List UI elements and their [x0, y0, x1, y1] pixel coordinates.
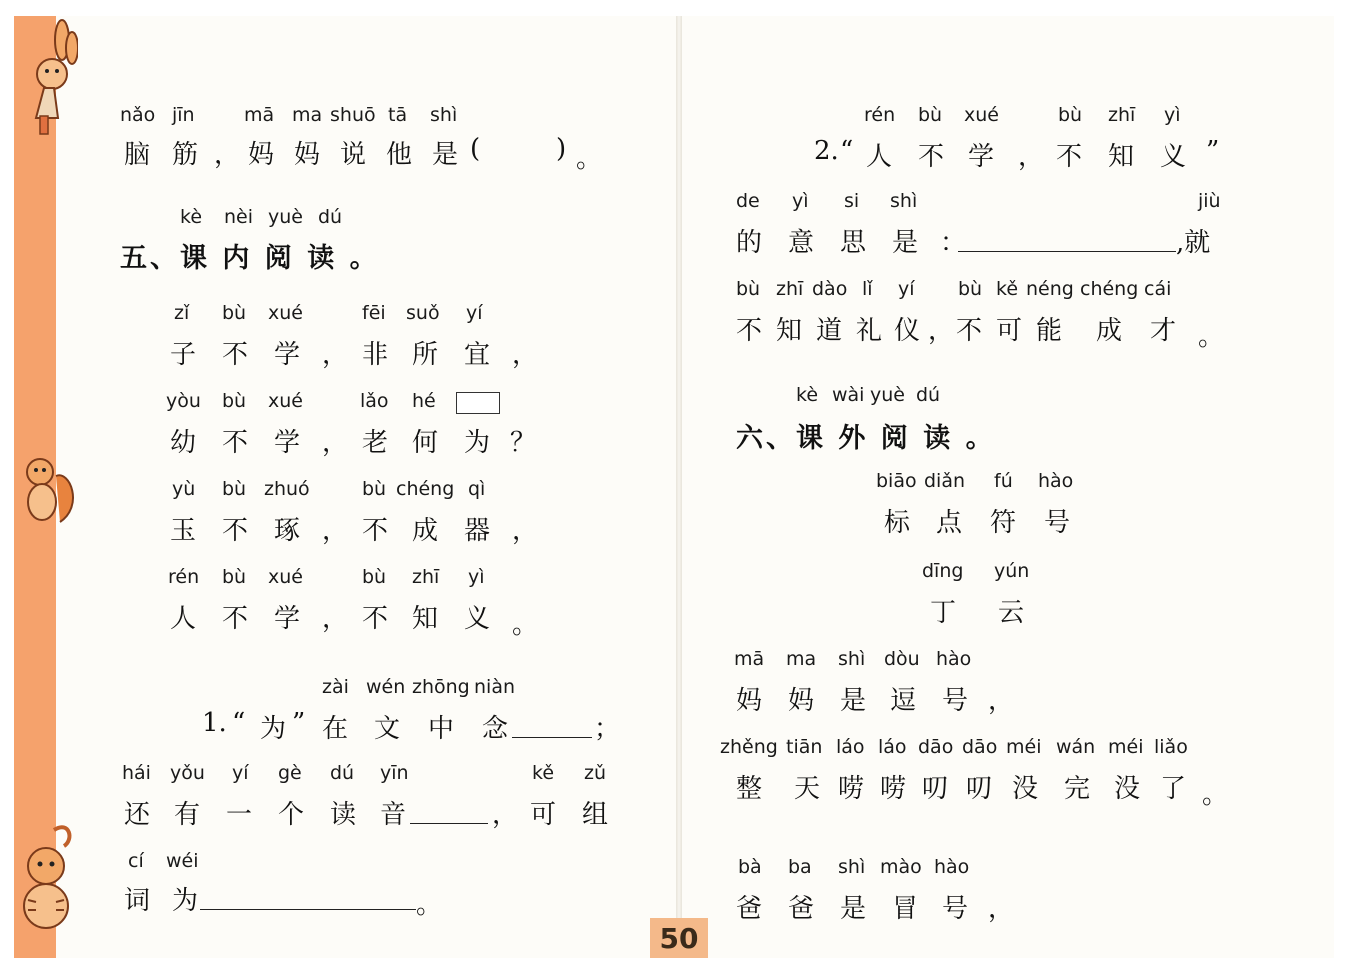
squirrel-cartoon-icon	[14, 446, 76, 532]
pinyin: yòu	[166, 390, 201, 412]
hanzi: 符	[990, 508, 1017, 538]
hanzi: 何	[412, 428, 439, 458]
hanzi: 所	[412, 340, 439, 370]
pinyin: zài	[322, 676, 349, 698]
hanzi: ，	[492, 800, 519, 830]
hanzi: 是	[840, 686, 867, 716]
pinyin: láo	[878, 736, 907, 758]
hanzi: 子	[170, 340, 197, 370]
pinyin: láo	[836, 736, 865, 758]
hanzi: ，	[1018, 142, 1045, 172]
question-number: 1.	[202, 708, 227, 738]
pinyin: dòu	[884, 648, 920, 670]
hanzi: ，	[512, 340, 539, 370]
pinyin: dào	[812, 278, 848, 300]
pinyin: hào	[1038, 470, 1074, 492]
pinyin: yǒu	[170, 762, 205, 784]
pinyin: zǐ	[174, 302, 190, 324]
section-title: 六、课 外 阅 读 。	[736, 423, 996, 454]
hanzi: 点	[936, 508, 963, 538]
hanzi: 幼	[170, 428, 197, 458]
hanzi: 不	[222, 340, 249, 370]
hanzi: 妈	[294, 140, 321, 170]
pinyin: dú	[330, 762, 355, 784]
pinyin: cí	[128, 850, 144, 872]
hanzi: 整	[736, 774, 763, 804]
book-spine	[676, 16, 682, 958]
hanzi: 妈	[736, 686, 763, 716]
hanzi: )	[556, 134, 567, 164]
pinyin: yí	[898, 278, 915, 300]
hanzi: 成	[412, 516, 439, 546]
hanzi: 不	[918, 142, 945, 172]
pinyin: nǎo	[120, 104, 156, 126]
hanzi: ，	[322, 340, 349, 370]
pinyin: chéng	[396, 478, 455, 500]
hanzi: 完	[1064, 774, 1091, 804]
pinyin: mā	[734, 648, 765, 670]
rabbit-cartoon-icon	[14, 18, 78, 136]
hanzi: 是	[892, 228, 919, 258]
pinyin: xué	[268, 566, 303, 588]
hanzi: 天	[794, 774, 821, 804]
hanzi: 不	[362, 604, 389, 634]
hanzi: “	[232, 708, 246, 738]
pinyin: méi	[1108, 736, 1144, 758]
hanzi: 仪	[894, 316, 921, 346]
hanzi: 学	[274, 428, 301, 458]
hanzi: 学	[968, 142, 995, 172]
hanzi: 音	[380, 800, 407, 830]
pinyin: rén	[168, 566, 200, 588]
hanzi: 知	[412, 604, 439, 634]
pinyin: shì	[430, 104, 458, 126]
pinyin: tiān	[786, 736, 823, 758]
hanzi: ，	[512, 516, 539, 546]
pinyin: kě	[532, 762, 555, 784]
hanzi: 。	[576, 144, 603, 174]
pinyin: dú	[916, 384, 941, 406]
hanzi: 还	[124, 800, 151, 830]
pinyin: bù	[222, 566, 247, 588]
pinyin: rén	[864, 104, 896, 126]
hanzi: 有	[174, 800, 201, 830]
hanzi: 知	[776, 316, 803, 346]
pinyin: zhōng	[412, 676, 470, 698]
hanzi: 爸	[736, 894, 763, 924]
hanzi: 。	[1202, 780, 1229, 810]
hanzi: 妈	[248, 140, 275, 170]
pinyin: liǎo	[1154, 736, 1188, 758]
question-number: 2.	[814, 136, 839, 166]
pinyin: dāo	[962, 736, 998, 758]
pinyin: ma	[786, 648, 817, 670]
hanzi: ”	[1206, 136, 1220, 166]
pinyin: gè	[278, 762, 302, 784]
pinyin: shuō	[330, 104, 376, 126]
pinyin: chéng	[1080, 278, 1139, 300]
hanzi: ；	[594, 714, 621, 744]
pinyin: wén	[366, 676, 406, 698]
pinyin: xué	[964, 104, 999, 126]
hanzi: ，	[928, 316, 955, 346]
pinyin: zhī	[776, 278, 804, 300]
hanzi: 唠	[880, 774, 907, 804]
pinyin: zhī	[412, 566, 440, 588]
hanzi: 意	[788, 228, 815, 258]
pinyin: wéi	[166, 850, 199, 872]
pinyin: dú	[318, 206, 343, 228]
pinyin: jīn	[172, 104, 195, 126]
hanzi: ：	[940, 228, 967, 258]
hanzi: ？	[510, 428, 537, 458]
hanzi: 能	[1036, 316, 1063, 346]
section-title: 五、课 内 阅 读 。	[120, 243, 380, 274]
hanzi: 中	[428, 714, 455, 744]
pinyin: yuè	[268, 206, 303, 228]
pinyin: néng	[1026, 278, 1074, 300]
pinyin: zhuó	[264, 478, 310, 500]
hanzi: 人	[866, 142, 893, 172]
hanzi: 个	[278, 800, 305, 830]
hanzi: 。	[1198, 322, 1225, 352]
pinyin: ba	[788, 856, 812, 878]
pinyin: mào	[880, 856, 922, 878]
hanzi: “	[840, 136, 854, 166]
hanzi: 非	[362, 340, 389, 370]
hanzi: 学	[274, 604, 301, 634]
hanzi: 不	[956, 316, 983, 346]
pinyin: shì	[890, 190, 918, 212]
pinyin: bù	[736, 278, 761, 300]
hanzi: 可	[530, 800, 557, 830]
hanzi: 玉	[170, 516, 197, 546]
pinyin: fēi	[362, 302, 386, 324]
pinyin: xué	[268, 302, 303, 324]
pinyin: diǎn	[924, 470, 966, 492]
pinyin: bù	[1058, 104, 1083, 126]
hanzi: 是	[432, 140, 459, 170]
pinyin: tā	[388, 104, 408, 126]
hanzi: 礼	[856, 316, 883, 346]
hanzi: 一	[226, 800, 253, 830]
hanzi: 为	[260, 714, 287, 744]
pinyin: yì	[1164, 104, 1181, 126]
pinyin: bù	[362, 478, 387, 500]
pinyin: mā	[244, 104, 275, 126]
pinyin: shì	[838, 856, 866, 878]
pinyin: bà	[738, 856, 762, 878]
hanzi: ，	[988, 894, 1015, 924]
hanzi: 成	[1096, 316, 1123, 346]
hanzi: (	[470, 134, 481, 164]
pinyin: kè	[796, 384, 819, 406]
page-number: 50	[650, 918, 708, 958]
hanzi: 不	[362, 516, 389, 546]
hanzi: 琢	[274, 516, 301, 546]
hanzi: 才	[1150, 316, 1177, 346]
hanzi: 知	[1108, 142, 1135, 172]
hanzi: 念	[482, 714, 509, 744]
pinyin: niàn	[474, 676, 516, 698]
tiger-cartoon-icon	[14, 820, 76, 932]
pinyin: kè	[180, 206, 203, 228]
hanzi: 宜	[464, 340, 491, 370]
pinyin: yuè	[870, 384, 905, 406]
pinyin: biāo	[876, 470, 917, 492]
hanzi: 号	[1044, 508, 1071, 538]
pinyin: lǎo	[360, 390, 389, 412]
hanzi: 可	[996, 316, 1023, 346]
pinyin: méi	[1006, 736, 1042, 758]
hanzi: 爸	[788, 894, 815, 924]
pinyin: bù	[958, 278, 983, 300]
hanzi: ”	[292, 708, 306, 738]
answer-blank[interactable]	[410, 822, 488, 824]
hanzi: ，	[322, 428, 349, 458]
hanzi: 冒	[892, 894, 919, 924]
answer-blank[interactable]	[958, 250, 1176, 252]
pinyin: dīng	[922, 560, 964, 582]
hanzi: ，	[322, 604, 349, 634]
pinyin: yún	[994, 560, 1030, 582]
hanzi: 号	[942, 686, 969, 716]
pinyin: jiù	[1198, 190, 1221, 212]
pinyin: qì	[468, 478, 486, 500]
pinyin: ma	[292, 104, 323, 126]
pinyin: yīn	[380, 762, 409, 784]
hanzi: 唠	[838, 774, 865, 804]
hanzi: 不	[1056, 142, 1083, 172]
pinyin: bù	[362, 566, 387, 588]
hanzi: 妈	[788, 686, 815, 716]
hanzi: 道	[816, 316, 843, 346]
hanzi: 了	[1160, 774, 1187, 804]
pinyin: hào	[934, 856, 970, 878]
pinyin: zhěng	[720, 736, 778, 758]
pinyin: yù	[172, 478, 196, 500]
hanzi: 不	[222, 428, 249, 458]
hanzi: 在	[322, 714, 349, 744]
pinyin: suǒ	[406, 302, 440, 324]
pinyin: yí	[232, 762, 249, 784]
pinyin: nèi	[224, 206, 254, 228]
pinyin: yì	[468, 566, 485, 588]
hanzi: 说	[340, 140, 367, 170]
pinyin: bù	[222, 478, 247, 500]
pinyin: shì	[838, 648, 866, 670]
hanzi: 没	[1012, 774, 1039, 804]
hanzi: 叨	[966, 774, 993, 804]
pinyin: hái	[122, 762, 151, 784]
pinyin: dāo	[918, 736, 954, 758]
pinyin: kě	[996, 278, 1019, 300]
pinyin: yì	[792, 190, 809, 212]
hanzi: 不	[736, 316, 763, 346]
hanzi: 人	[170, 604, 197, 634]
pinyin: fú	[994, 470, 1013, 492]
hanzi: 。	[512, 610, 539, 640]
pinyin: bù	[222, 302, 247, 324]
hanzi: 他	[386, 140, 413, 170]
hanzi: 丁	[930, 598, 957, 628]
pinyin: cái	[1144, 278, 1172, 300]
pinyin: de	[736, 190, 760, 212]
hanzi: 叨	[922, 774, 949, 804]
hanzi: 号	[942, 894, 969, 924]
pinyin: wán	[1056, 736, 1096, 758]
hanzi: ，	[322, 516, 349, 546]
hanzi: 为	[172, 886, 199, 916]
pinyin: yí	[466, 302, 483, 324]
pinyin: hào	[936, 648, 972, 670]
hanzi: ，	[988, 686, 1015, 716]
hanzi: 筋	[172, 140, 199, 170]
pinyin: wài	[832, 384, 865, 406]
pinyin: bù	[222, 390, 247, 412]
hanzi: 老	[362, 428, 389, 458]
hanzi: 。	[416, 890, 443, 920]
pinyin: lǐ	[862, 278, 873, 300]
pinyin: zǔ	[584, 762, 607, 784]
answer-blank[interactable]	[200, 908, 416, 910]
hanzi: 逗	[890, 686, 917, 716]
hanzi: 标	[884, 508, 911, 538]
pinyin-answer-box[interactable]	[456, 392, 500, 414]
hanzi: 思	[840, 228, 867, 258]
pinyin: xué	[268, 390, 303, 412]
hanzi: 不	[222, 516, 249, 546]
hanzi: 器	[464, 516, 491, 546]
hanzi: 义	[464, 604, 491, 634]
hanzi: 云	[998, 598, 1025, 628]
hanzi: 的	[736, 228, 763, 258]
hanzi: 学	[274, 340, 301, 370]
hanzi: 不	[222, 604, 249, 634]
hanzi: 为	[464, 428, 491, 458]
hanzi: 脑	[124, 140, 151, 170]
hanzi: 组	[582, 800, 609, 830]
hanzi: 读	[330, 800, 357, 830]
hanzi: ，	[214, 140, 241, 170]
hanzi: 没	[1114, 774, 1141, 804]
pinyin: hé	[412, 390, 436, 412]
pinyin: si	[844, 190, 860, 212]
hanzi: 是	[840, 894, 867, 924]
pinyin: bù	[918, 104, 943, 126]
hanzi: 文	[374, 714, 401, 744]
answer-blank[interactable]	[512, 736, 592, 738]
hanzi: 词	[124, 886, 151, 916]
pinyin: zhī	[1108, 104, 1136, 126]
hanzi: 义	[1160, 142, 1187, 172]
hanzi: ,就	[1176, 228, 1211, 258]
